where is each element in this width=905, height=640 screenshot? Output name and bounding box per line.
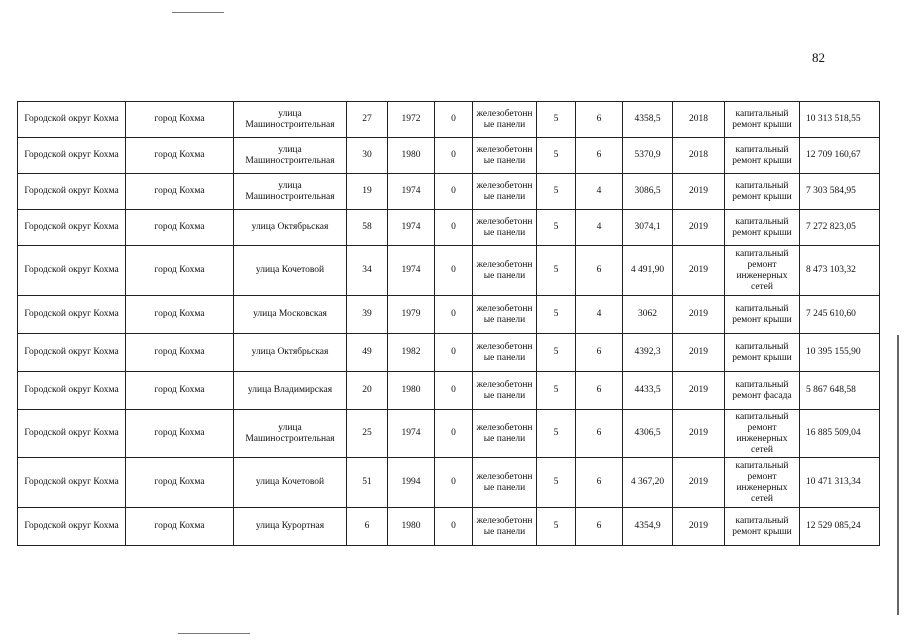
entrances-cell: 4 — [576, 174, 623, 210]
floors-cell: 5 — [537, 174, 576, 210]
zero-cell: 0 — [435, 102, 473, 138]
zero-cell: 0 — [435, 372, 473, 410]
cost-cell: 5 867 648,58 — [800, 372, 880, 410]
floors-cell: 5 — [537, 102, 576, 138]
cost-cell: 12 709 160,67 — [800, 138, 880, 174]
build-year-cell: 1974 — [388, 246, 435, 296]
cost-cell: 16 885 509,04 — [800, 410, 880, 458]
plan-year-cell: 2019 — [673, 246, 725, 296]
plan-year-cell: 2018 — [673, 138, 725, 174]
street-cell: улица Московская — [234, 296, 347, 334]
table-row — [18, 410, 880, 458]
district-cell: Городской округ Кохма — [18, 296, 126, 334]
district-cell: Городской округ Кохма — [18, 458, 126, 508]
build-year-cell: 1980 — [388, 372, 435, 410]
plan-year-cell: 2019 — [673, 410, 725, 458]
housing-repair-table — [17, 101, 880, 546]
town-cell: город Кохма — [126, 210, 234, 246]
entrances-cell: 6 — [576, 372, 623, 410]
entrances-cell: 4 — [576, 210, 623, 246]
zero-cell: 0 — [435, 296, 473, 334]
build-year-cell: 1974 — [388, 210, 435, 246]
zero-cell: 0 — [435, 210, 473, 246]
house-number-cell: 51 — [347, 458, 388, 508]
work-type-cell: капитальный ремонт крыши — [725, 102, 800, 138]
plan-year-cell: 2019 — [673, 174, 725, 210]
floors-cell: 5 — [537, 246, 576, 296]
cost-cell: 12 529 085,24 — [800, 508, 880, 546]
wall-material-cell: железобетонные панели — [473, 334, 537, 372]
work-type-cell: капитальный ремонт крыши — [725, 138, 800, 174]
floors-cell: 5 — [537, 138, 576, 174]
street-cell: улица Машиностроительная — [234, 102, 347, 138]
zero-cell: 0 — [435, 458, 473, 508]
cost-cell: 7 272 823,05 — [800, 210, 880, 246]
build-year-cell: 1994 — [388, 458, 435, 508]
entrances-cell: 6 — [576, 138, 623, 174]
zero-cell: 0 — [435, 246, 473, 296]
zero-cell: 0 — [435, 334, 473, 372]
cost-cell: 10 313 518,55 — [800, 102, 880, 138]
wall-material-cell: железобетонные панели — [473, 138, 537, 174]
street-cell: улица Владимирская — [234, 372, 347, 410]
wall-material-cell: железобетонные панели — [473, 410, 537, 458]
wall-material-cell: железобетонные панели — [473, 508, 537, 546]
build-year-cell: 1982 — [388, 334, 435, 372]
zero-cell: 0 — [435, 174, 473, 210]
house-number-cell: 20 — [347, 372, 388, 410]
floors-cell: 5 — [537, 296, 576, 334]
district-cell: Городской округ Кохма — [18, 102, 126, 138]
area-cell: 4392,3 — [623, 334, 673, 372]
table-row — [18, 138, 880, 174]
area-cell: 4358,5 — [623, 102, 673, 138]
area-cell: 4 491,90 — [623, 246, 673, 296]
street-cell: улица Машиностроительная — [234, 410, 347, 458]
scan-artifact-top — [172, 12, 224, 13]
house-number-cell: 27 — [347, 102, 388, 138]
town-cell: город Кохма — [126, 410, 234, 458]
plan-year-cell: 2019 — [673, 296, 725, 334]
work-type-cell: капитальный ремонт инженерных сетей — [725, 458, 800, 508]
area-cell: 4354,9 — [623, 508, 673, 546]
work-type-cell: капитальный ремонт крыши — [725, 334, 800, 372]
scan-artifact-edge — [897, 335, 899, 615]
house-number-cell: 39 — [347, 296, 388, 334]
work-type-cell: капитальный ремонт крыши — [725, 296, 800, 334]
house-number-cell: 58 — [347, 210, 388, 246]
wall-material-cell: железобетонные панели — [473, 102, 537, 138]
wall-material-cell: железобетонные панели — [473, 174, 537, 210]
work-type-cell: капитальный ремонт инженерных сетей — [725, 410, 800, 458]
cost-cell: 7 245 610,60 — [800, 296, 880, 334]
district-cell: Городской округ Кохма — [18, 508, 126, 546]
table-row — [18, 458, 880, 508]
table-row — [18, 174, 880, 210]
floors-cell: 5 — [537, 458, 576, 508]
street-cell: улица Машиностроительная — [234, 174, 347, 210]
table-row — [18, 372, 880, 410]
build-year-cell: 1980 — [388, 138, 435, 174]
build-year-cell: 1974 — [388, 410, 435, 458]
cost-cell: 10 395 155,90 — [800, 334, 880, 372]
district-cell: Городской округ Кохма — [18, 334, 126, 372]
town-cell: город Кохма — [126, 458, 234, 508]
floors-cell: 5 — [537, 334, 576, 372]
street-cell: улица Октябрьская — [234, 210, 347, 246]
entrances-cell: 6 — [576, 508, 623, 546]
work-type-cell: капитальный ремонт крыши — [725, 174, 800, 210]
wall-material-cell: железобетонные панели — [473, 296, 537, 334]
entrances-cell: 6 — [576, 458, 623, 508]
house-number-cell: 25 — [347, 410, 388, 458]
town-cell: город Кохма — [126, 246, 234, 296]
plan-year-cell: 2019 — [673, 458, 725, 508]
street-cell: улица Кочетовой — [234, 458, 347, 508]
town-cell: город Кохма — [126, 296, 234, 334]
wall-material-cell: железобетонные панели — [473, 210, 537, 246]
house-number-cell: 30 — [347, 138, 388, 174]
cost-cell: 7 303 584,95 — [800, 174, 880, 210]
entrances-cell: 6 — [576, 334, 623, 372]
table-row — [18, 508, 880, 546]
area-cell: 5370,9 — [623, 138, 673, 174]
area-cell: 3086,5 — [623, 174, 673, 210]
entrances-cell: 6 — [576, 246, 623, 296]
district-cell: Городской округ Кохма — [18, 410, 126, 458]
floors-cell: 5 — [537, 410, 576, 458]
house-number-cell: 19 — [347, 174, 388, 210]
district-cell: Городской округ Кохма — [18, 138, 126, 174]
cost-cell: 10 471 313,34 — [800, 458, 880, 508]
build-year-cell: 1974 — [388, 174, 435, 210]
wall-material-cell: железобетонные панели — [473, 458, 537, 508]
area-cell: 4306,5 — [623, 410, 673, 458]
area-cell: 3062 — [623, 296, 673, 334]
table-row — [18, 334, 880, 372]
district-cell: Городской округ Кохма — [18, 246, 126, 296]
town-cell: город Кохма — [126, 102, 234, 138]
district-cell: Городской округ Кохма — [18, 210, 126, 246]
street-cell: улица Октябрьская — [234, 334, 347, 372]
table-row — [18, 210, 880, 246]
street-cell: улица Машиностроительная — [234, 138, 347, 174]
wall-material-cell: железобетонные панели — [473, 372, 537, 410]
street-cell: улица Курортная — [234, 508, 347, 546]
district-cell: Городской округ Кохма — [18, 174, 126, 210]
cost-cell: 8 473 103,32 — [800, 246, 880, 296]
build-year-cell: 1979 — [388, 296, 435, 334]
work-type-cell: капитальный ремонт крыши — [725, 508, 800, 546]
build-year-cell: 1980 — [388, 508, 435, 546]
floors-cell: 5 — [537, 372, 576, 410]
area-cell: 3074,1 — [623, 210, 673, 246]
house-number-cell: 6 — [347, 508, 388, 546]
table-row — [18, 102, 880, 138]
work-type-cell: капитальный ремонт крыши — [725, 210, 800, 246]
zero-cell: 0 — [435, 138, 473, 174]
table-row — [18, 246, 880, 296]
zero-cell: 0 — [435, 508, 473, 546]
work-type-cell: капитальный ремонт фасада — [725, 372, 800, 410]
entrances-cell: 6 — [576, 410, 623, 458]
plan-year-cell: 2018 — [673, 102, 725, 138]
plan-year-cell: 2019 — [673, 508, 725, 546]
build-year-cell: 1972 — [388, 102, 435, 138]
table-row — [18, 296, 880, 334]
area-cell: 4 367,20 — [623, 458, 673, 508]
floors-cell: 5 — [537, 210, 576, 246]
district-cell: Городской округ Кохма — [18, 372, 126, 410]
house-number-cell: 49 — [347, 334, 388, 372]
house-number-cell: 34 — [347, 246, 388, 296]
town-cell: город Кохма — [126, 174, 234, 210]
zero-cell: 0 — [435, 410, 473, 458]
wall-material-cell: железобетонные панели — [473, 246, 537, 296]
entrances-cell: 4 — [576, 296, 623, 334]
entrances-cell: 6 — [576, 102, 623, 138]
plan-year-cell: 2019 — [673, 210, 725, 246]
scan-artifact-bottom — [178, 633, 250, 634]
work-type-cell: капитальный ремонт инженерных сетей — [725, 246, 800, 296]
page-number: 82 — [812, 50, 825, 65]
town-cell: город Кохма — [126, 138, 234, 174]
area-cell: 4433,5 — [623, 372, 673, 410]
floors-cell: 5 — [537, 508, 576, 546]
plan-year-cell: 2019 — [673, 372, 725, 410]
town-cell: город Кохма — [126, 334, 234, 372]
street-cell: улица Кочетовой — [234, 246, 347, 296]
plan-year-cell: 2019 — [673, 334, 725, 372]
town-cell: город Кохма — [126, 372, 234, 410]
town-cell: город Кохма — [126, 508, 234, 546]
